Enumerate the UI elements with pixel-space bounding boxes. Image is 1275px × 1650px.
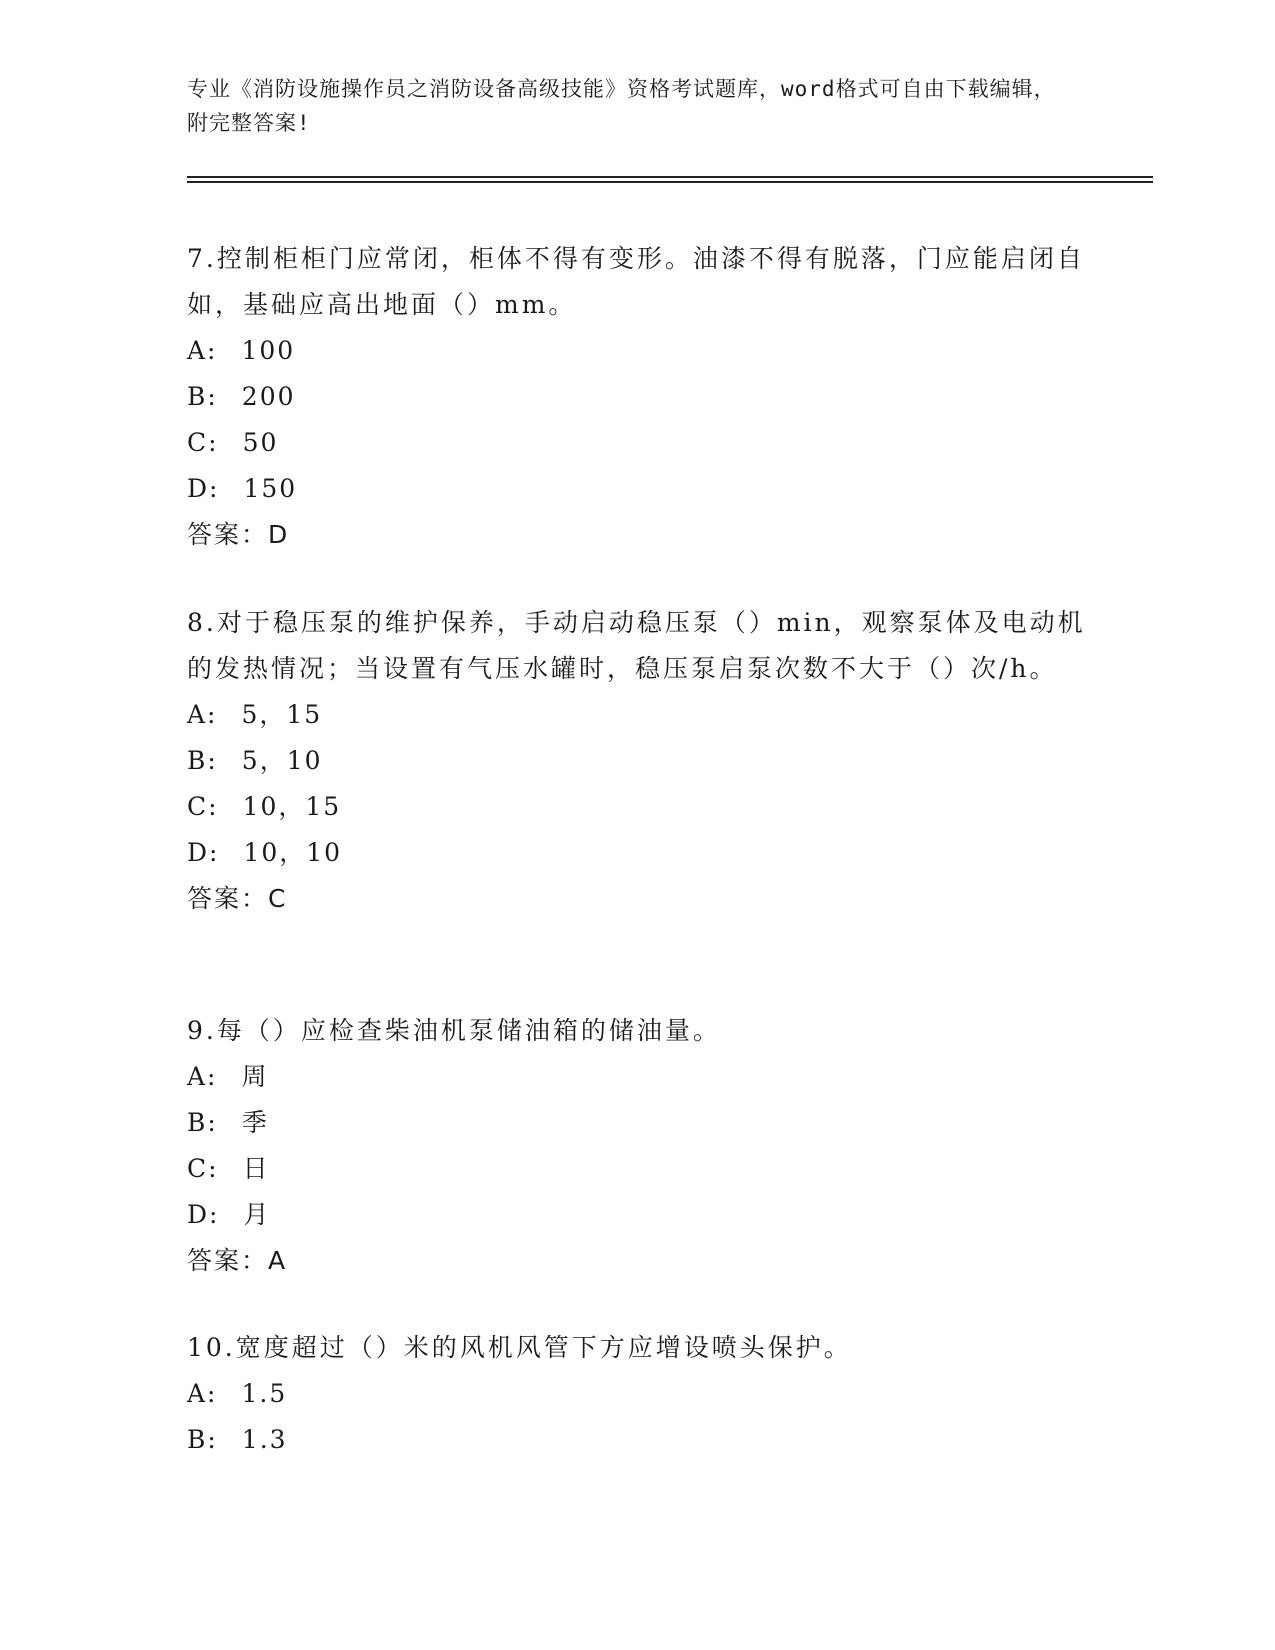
option-text: 150 — [243, 474, 298, 503]
option-text: 10，10 — [243, 838, 343, 867]
option-key: A: — [187, 700, 218, 729]
header-rule-top — [187, 176, 1153, 178]
option-d — [187, 1192, 1087, 1238]
question-8 — [187, 600, 1087, 922]
question-9 — [187, 1008, 1087, 1284]
option-key: A: — [187, 1379, 218, 1408]
option-d — [187, 466, 1087, 512]
answer-label: 答案：A — [187, 1246, 288, 1275]
option-key: C: — [187, 1154, 219, 1183]
option-c — [187, 420, 1087, 466]
option-key: B: — [187, 1108, 218, 1137]
option-key: A: — [187, 1062, 218, 1091]
answer-label: 答案：D — [187, 520, 290, 549]
option-key: A: — [187, 336, 218, 365]
option-text: 100 — [241, 336, 296, 365]
question-stem: 7.控制柜柜门应常闭，柜体不得有变形。油漆不得有脱落，门应能启闭自如，基础应高出地面（）mm。 — [187, 244, 1085, 319]
option-key: B: — [187, 746, 218, 775]
option-text: 5，10 — [241, 746, 323, 775]
option-text: 周 — [241, 1062, 269, 1091]
answer-label: 答案：C — [187, 884, 288, 913]
option-c — [187, 1146, 1087, 1192]
option-text: 5，15 — [241, 700, 323, 729]
option-text: 月 — [243, 1200, 271, 1229]
option-key: D: — [187, 474, 220, 503]
option-text: 1.5 — [241, 1379, 288, 1408]
option-a — [187, 692, 1087, 738]
option-c — [187, 784, 1087, 830]
option-key: D: — [187, 838, 220, 867]
option-a — [187, 328, 1087, 374]
option-key: D: — [187, 1200, 220, 1229]
question-stem: 8.对于稳压泵的维护保养，手动启动稳压泵（）min，观察泵体及电动机的发热情况；当设置有气压水罐时，稳压泵启泵次数不大于（）次/h。 — [187, 608, 1086, 683]
option-a — [187, 1054, 1087, 1100]
option-key: B: — [187, 1425, 218, 1454]
option-text: 季 — [241, 1108, 269, 1137]
option-b — [187, 1417, 1087, 1463]
option-text: 200 — [241, 382, 296, 411]
option-b — [187, 374, 1087, 420]
question-10 — [187, 1325, 1087, 1463]
option-d — [187, 830, 1087, 876]
option-a — [187, 1371, 1087, 1417]
option-text: 10，15 — [242, 792, 342, 821]
option-text: 1.3 — [241, 1425, 288, 1454]
question-7 — [187, 236, 1087, 558]
option-text: 50 — [242, 428, 279, 457]
option-key: C: — [187, 428, 219, 457]
document-header: 专业《消防设施操作员之消防设备高级技能》资格考试题库，word格式可自由下载编辑，附完整答案! — [187, 77, 1056, 135]
option-key: C: — [187, 792, 219, 821]
question-stem: 9.每（）应检查柴油机泵储油箱的储油量。 — [187, 1016, 721, 1045]
option-key: B: — [187, 382, 218, 411]
option-b — [187, 1100, 1087, 1146]
option-text: 日 — [242, 1154, 270, 1183]
question-stem: 10.宽度超过（）米的风机风管下方应增设喷头保护。 — [187, 1333, 852, 1362]
option-b — [187, 738, 1087, 784]
header-rule-bottom — [187, 181, 1153, 183]
